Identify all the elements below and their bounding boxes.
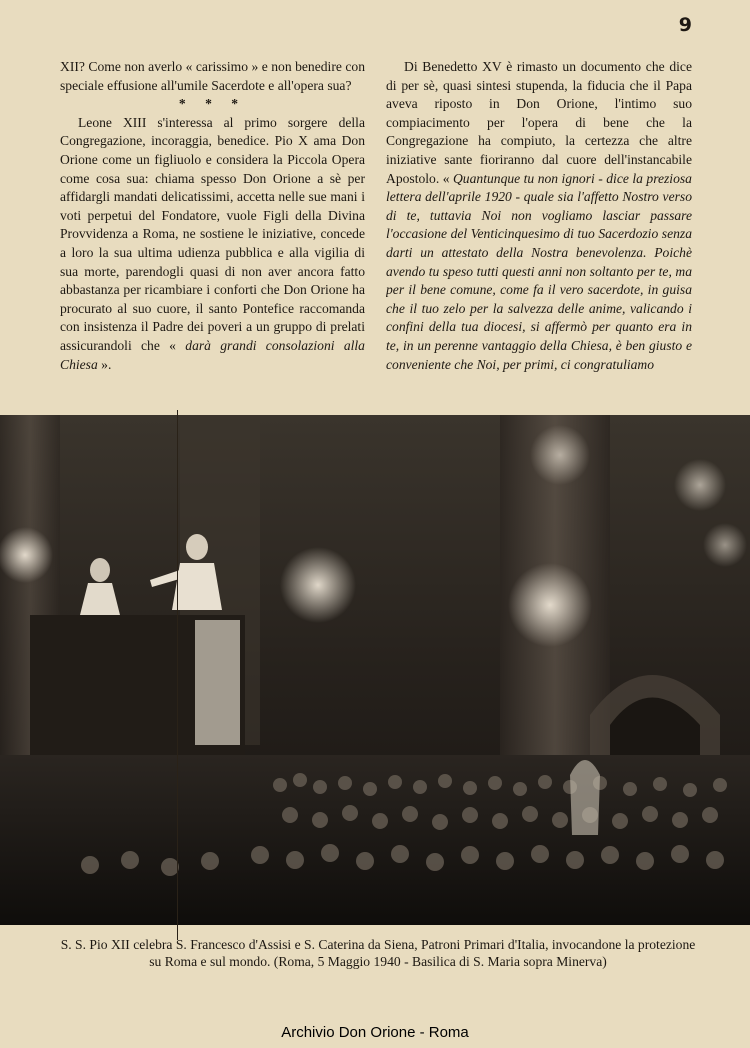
right-text-column <box>386 58 692 374</box>
photograph-illustration <box>0 415 750 925</box>
pope-head <box>186 534 208 560</box>
right-paragraph-1 <box>386 58 692 374</box>
right-paragraph-1-quote: Quantunque tu non ignori - dice la preziosa lettera dell'aprile 1920 - quale sia l'affetto Nostro verso di te, tuttavia Noi non vogliamo lasciar passare l'occasione del Venticinquesimo di tuo Sacerdozio senza darti un attestato della Nostra benevolenza. Poichè avendo tu speso tutti questi anni non soltanto per te, ma per il bene comune, come fa il vero sacerdote, in guisa che il tuo zelo per la salvezza delle anime, valicando i confini della tua diocesi, si affermò per quanto era in te, in un perenne vantaggio della Chiesa, è ben giusto e conveniente che Noi, per primi, ci congratuliamo <box>386 170 692 372</box>
left-paragraph-2-end: ». <box>101 356 112 372</box>
photo-caption: S. S. Pio XII celebra S. Francesco d'Assisi e S. Caterina da Siena, Patroni Primari d'Italia, invocandone la protezione su Roma e sul mondo. (Roma, 5 Maggio 1940 - Basilica di S. Maria sopra Minerva) <box>60 937 696 969</box>
chandelier-glow <box>508 563 592 647</box>
chandelier-glow <box>703 523 747 567</box>
page-number: 9 <box>678 14 692 36</box>
vertical-rule <box>177 410 178 940</box>
archive-footer: Archivio Don Orione - Roma <box>281 1024 469 1041</box>
left-text-column <box>60 58 365 374</box>
right-paragraph-1-text: Di Benedetto XV è rimasto un documento che dice di per sè, quasi sintesi stupenda, la fiducia che il Papa aveva riposto in Don Orione, l'intimo suo compiacimento per l'opera di bene che la Congregazione ha compiuto, la certezza che altre iniziative sante fioriranno dal cuore dell'instancabile Apostolo. « <box>386 59 692 186</box>
section-separator: * * * <box>178 96 247 112</box>
basilica-photograph <box>0 415 750 925</box>
chandelier-glow <box>674 459 726 511</box>
left-paragraph-2-quote: darà grandi consolazioni alla Chiesa <box>60 337 365 372</box>
balcony-banner <box>195 620 240 745</box>
white-veiled-figure <box>570 760 600 835</box>
crowd-area <box>0 755 750 925</box>
left-paragraph-1: XII? Come non averlo « carissimo » e non benedire con speciale effusione all'umile Sacerdote e all'opera sua? <box>60 59 365 93</box>
pope-vestment <box>172 563 222 610</box>
left-paragraph-2-text: Leone XIII s'interessa al primo sorgere della Congregazione, incoraggia, benedice. Pio X ama Don Orione come un figliuolo e considera la Piccola Opera come cosa sua: chiama spesso Don Orione a sè per affidargli mandati delicatissimi, accetta nelle sue mani i voti perpetui del Fondatore, vuole Figli della Divina Provvidenza a Roma, ne sostiene le iniziative, concede a loro la sua ultima udienza pubblica e alla vigilia di sua morte, parendogli quasi di non aver ancora fatto abbastanza per ricambiare i conforti che Don Orione ha procurato al suo cuore, il santo Pontefice raccomanda con insistenza il Padre dei poveri a un gruppo di prelati assicurandoli che « <box>60 114 365 353</box>
chandelier-glow <box>530 425 590 485</box>
prelate-head <box>90 558 110 582</box>
left-paragraph-2 <box>60 114 365 374</box>
chandelier-glow <box>280 547 356 623</box>
